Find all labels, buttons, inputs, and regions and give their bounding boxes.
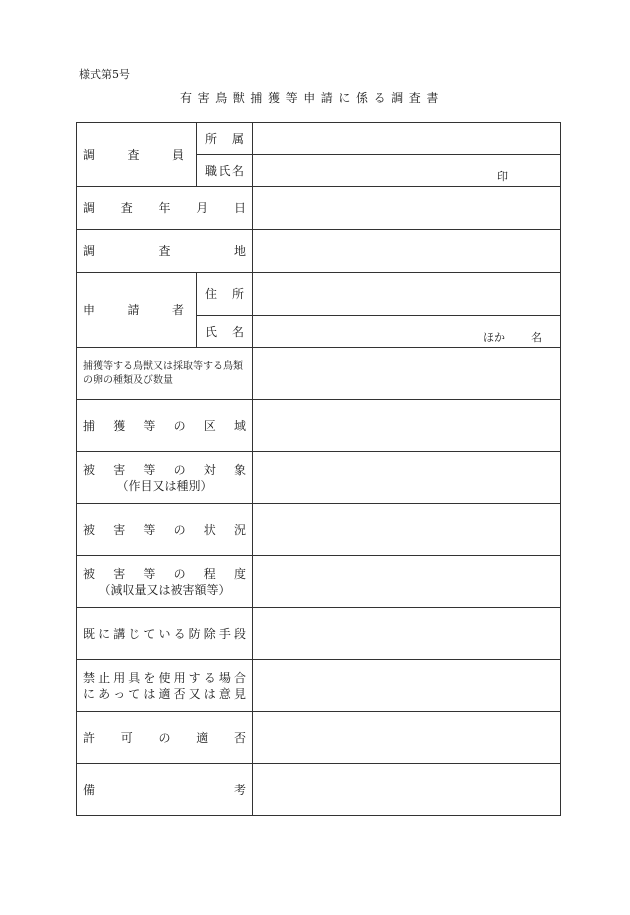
affiliation-label: 所 属 <box>197 123 253 155</box>
capture-area-label: 捕 獲 等 の 区 域 <box>77 400 253 452</box>
damage-target-value[interactable] <box>253 452 561 504</box>
capture-area-value[interactable] <box>253 400 561 452</box>
remarks-value[interactable] <box>253 764 561 816</box>
prohibited-tools-label: 禁 止 用 具 を 使 用 す る 場 合 に あ っ て は 適 否 又 は 意 見 <box>77 660 253 712</box>
damage-status-value[interactable] <box>253 504 561 556</box>
prohibited-tools-value[interactable] <box>253 660 561 712</box>
affiliation-value[interactable] <box>253 123 561 155</box>
prevention-measures-label: 既 に 講 じ て い る 防 除 手 段 <box>77 608 253 660</box>
survey-location-value[interactable] <box>253 230 561 273</box>
applicant-address-label: 住 所 <box>197 273 253 316</box>
permit-suitability-value[interactable] <box>253 712 561 764</box>
applicant-name-label: 氏 名 <box>197 316 253 348</box>
damage-degree-label: 被 害 等 の 程 度 （減収量又は被害額等） <box>77 556 253 608</box>
applicant-label: 申 請 者 <box>77 273 197 348</box>
survey-date-label: 調 査 年 月 日 <box>77 187 253 230</box>
species-quantity-label: 捕獲等する鳥獣又は採取等する鳥類 の卵の種類及び数量 <box>77 348 253 400</box>
damage-target-label: 被 害 等 の 対 象 （作目又は種別） <box>77 452 253 504</box>
damage-status-label: 被 害 等 の 状 況 <box>77 504 253 556</box>
survey-location-label: 調 査 地 <box>77 230 253 273</box>
permit-suitability-label: 許 可 の 適 否 <box>77 712 253 764</box>
survey-form-table <box>76 122 561 816</box>
species-quantity-value[interactable] <box>253 348 561 400</box>
damage-degree-value[interactable] <box>253 556 561 608</box>
seal-mark: 印 <box>497 170 508 183</box>
form-number: 様式第5号 <box>79 68 130 81</box>
survey-date-value[interactable] <box>253 187 561 230</box>
applicant-address-value[interactable] <box>253 273 561 316</box>
others-count-label: ほか 名 <box>483 331 542 344</box>
name-position-value[interactable] <box>253 155 561 187</box>
remarks-label: 備 考 <box>77 764 253 816</box>
applicant-name-value[interactable] <box>253 316 561 348</box>
prevention-measures-value[interactable] <box>253 608 561 660</box>
investigator-label: 調 査 員 <box>77 123 197 187</box>
name-position-label: 職 氏 名 <box>197 155 253 187</box>
form-title: 有害鳥獣捕獲等申請に係る調査書 <box>180 91 445 105</box>
